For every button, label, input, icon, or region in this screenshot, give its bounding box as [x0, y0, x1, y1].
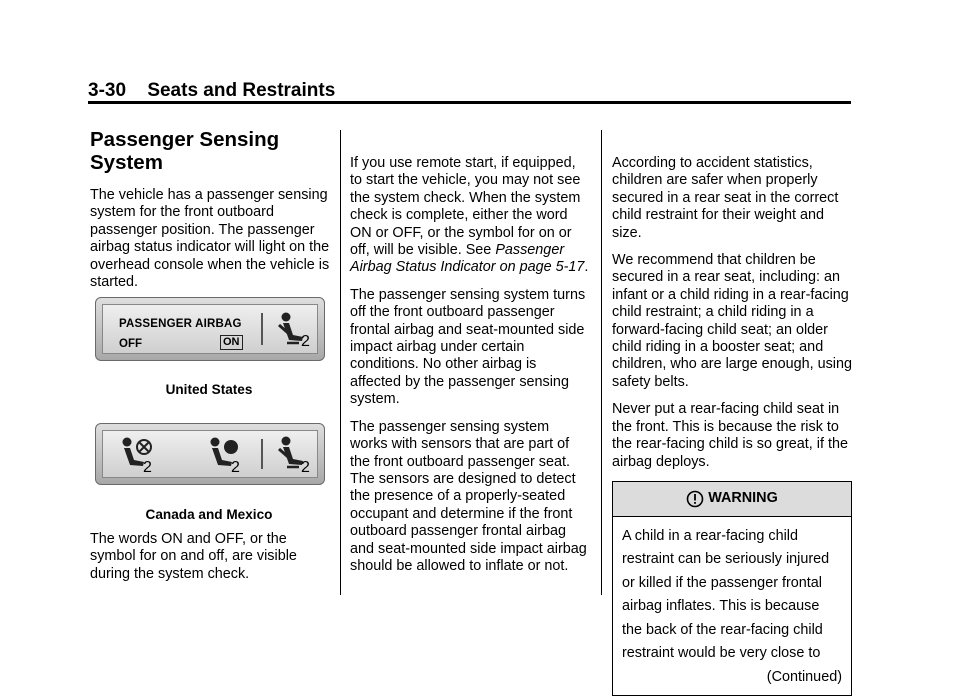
rear-facing-paragraph: Never put a rear-facing child seat in the front. This is because the risk to the rear-facing child is so great, if the airbag deploys.: [612, 401, 848, 470]
warning-title: WARNING: [708, 490, 778, 507]
caption-us: United States: [165, 382, 253, 397]
seat-number: 2: [301, 459, 310, 476]
indicator-off-label: OFF: [119, 338, 142, 350]
remote-start-paragraph: If you use remote start, if equipped, to start the vehicle, you may not see the system check. When the system check is complete, either the word ON or OFF, or the symbol for on or off, will be visible. See Passenger Airbag Status Indicator on page 5-17.: [350, 155, 589, 276]
page-number: 3-30: [88, 80, 127, 101]
seat-number: 2: [231, 459, 240, 476]
warning-icon: [686, 490, 704, 508]
recommendation-paragraph: We recommend that children be secured in a rear seat, including: an infant or a child riding in a rear-facing child restraint; a child riding in a forward-facing child seat; an older child riding in a booster seat; and children, who are large enough, using safety belts.: [612, 252, 853, 390]
warning-body: [613, 517, 851, 696]
indicator-separator: [261, 313, 263, 345]
cross-reference-link[interactable]: Passenger Airbag Status Indicator on page 5-17: [350, 242, 585, 276]
warning-box: [612, 481, 852, 696]
outro-paragraph: The words ON and OFF, or the symbol for on and off, are visible during the system check.: [90, 531, 297, 582]
seat-number: 2: [301, 333, 310, 350]
caption-canada-mexico: Canada and Mexico: [145, 507, 273, 522]
airbag-indicator-canada-mexico: [95, 423, 325, 485]
indicator-on-label: ON: [220, 335, 243, 350]
intro-paragraph: The vehicle has a passenger sensing system for the front outboard passenger position. The passenger airbag status indicator will light on the overhead console when the vehicle is started.: [90, 187, 330, 291]
section-heading: Passenger Sensing System: [90, 128, 280, 174]
sensing-paragraph: The passenger sensing system turns off the front outboard passenger frontal airbag and seat-mounted side impact airbag under certain conditions. No other airbag is affected by the passenger sensing system.: [350, 286, 586, 408]
airbag-indicator-us: [95, 297, 325, 361]
column-1-outro: [90, 531, 330, 593]
warning-header: [613, 482, 851, 517]
column-2: [350, 155, 590, 585]
column-3: [612, 155, 852, 696]
page-header: [88, 80, 335, 102]
continued-label: (Continued): [766, 668, 842, 685]
indicator-title: PASSENGER AIRBAG: [119, 318, 242, 330]
column-divider: [340, 130, 341, 595]
warning-text: A child in a rear-facing child restraint can be seriously injured or killed if the passenger frontal airbag inflates. This is because the back of the rear-facing child restraint would be very close to: [622, 527, 830, 662]
sensors-paragraph: The passenger sensing system works with sensors that are part of the front outboard passenger seat. The sensors are designed to detect the presence of a properly-seated occupant and determine if the front outboard passenger frontal airbag and seat-mounted side impact airbag should be allowed to inflate or not.: [350, 418, 587, 574]
section-title: Seats and Restraints: [147, 80, 336, 101]
header-rule: [88, 101, 851, 104]
seat-number: 2: [143, 459, 152, 476]
column-divider: [601, 130, 602, 595]
statistics-paragraph: According to accident statistics, children are safer when properly secured in a rear seat in the correct child restraint for their weight and size.: [612, 155, 839, 241]
column-1: [90, 128, 330, 301]
indicator-separator: [261, 439, 263, 469]
